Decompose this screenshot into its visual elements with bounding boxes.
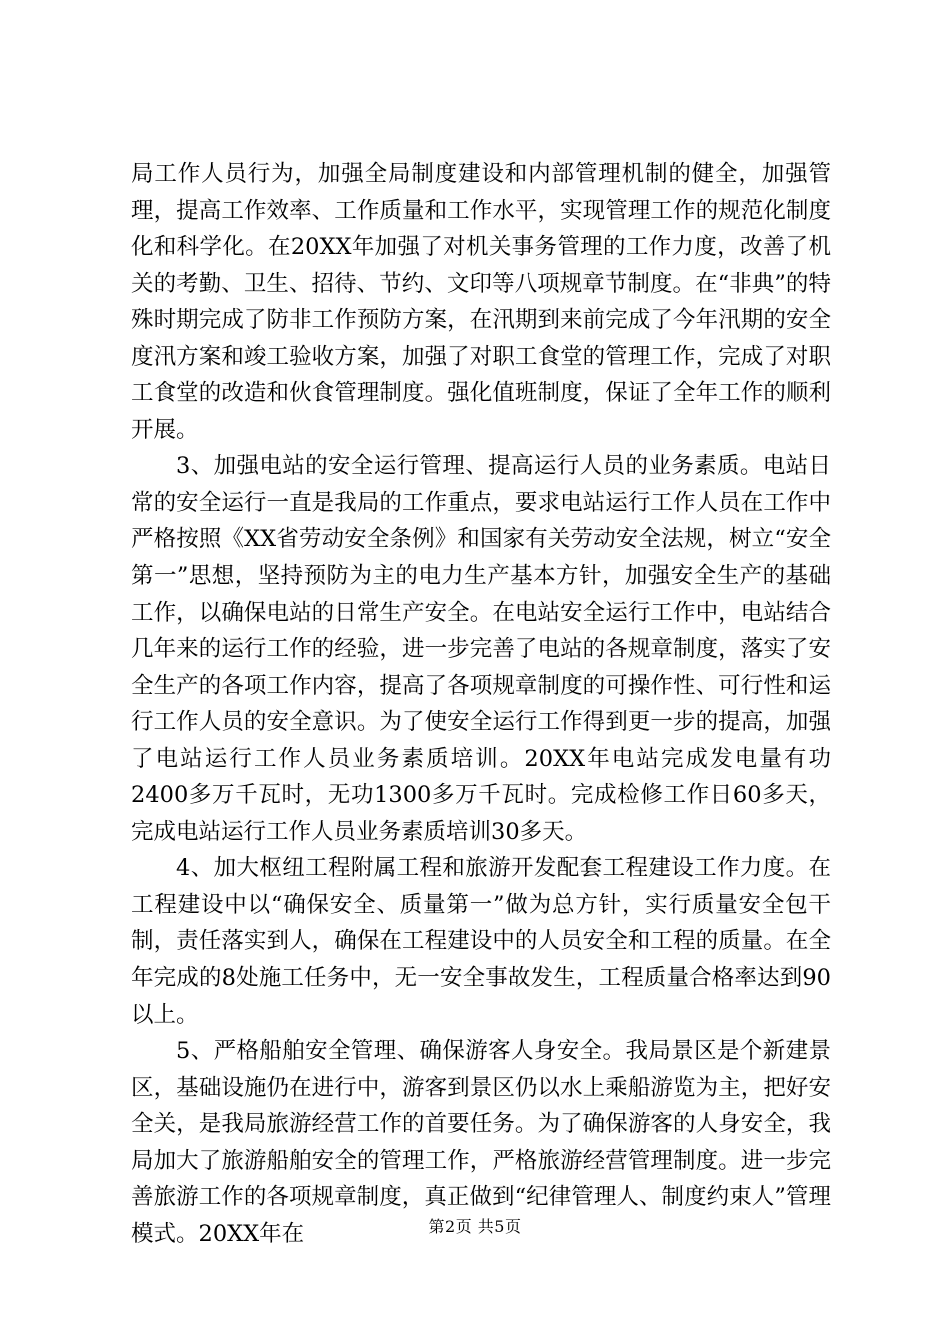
page-number-footer: 第2页 共5页 [428,1217,522,1236]
paragraph-item-3: 3、加强电站的安全运行管理、提高运行人员的业务素质。电站日常的安全运行一直是我局的工作重点，要求电站运行工作人员在工作中严格按照《XX省劳动安全条例》和国家有关劳动安全法规，树立“安全第一”思想，坚持预防为主的电力生产基本方针，加强安全生产的基础工作，以确保电站的日常生产安全。在电站安全运行工作中，电站结合几年来的运行工作的经验，进一步完善了电站的各规章制度，落实了安全生产的各项工作内容，提高了各项规章制度的可操作性、可行性和运行工作人员的安全意识。为了使安全运行工作得到更一步的提高，加强了电站运行工作人员业务素质培训。20XX年电站完成发电量有功2400多万千瓦时，无功1300多万千瓦时。完成检修工作日60多天，完成电站运行工作人员业务素质培训30多天。 [131,453,831,845]
paragraph-continued: 局工作人员行为，加强全局制度建设和内部管理机制的健全，加强管理，提高工作效率、工作质量和工作水平，实现管理工作的规范化制度化和科学化。在20XX年加强了对机关事务管理的工作力度，改善了机关的考勤、卫生、招待、节约、文印等八项规章节制度。在“非典”的特殊时期完成了防非工作预防方案，在汛期到来前完成了今年汛期的安全度汛方案和竣工验收方案，加强了对职工食堂的管理工作，完成了对职工食堂的改造和伙食管理制度。强化值班制度，保证了全年工作的顺利开展。 [131,161,831,443]
paragraph-item-4: 4、加大枢纽工程附属工程和旅游开发配套工程建设工作力度。在工程建设中以“确保安全、质量第一”做为总方针，实行质量安全包干制，责任落实到人，确保在工程建设中的人员安全和工程的质量。在全年完成的8处施工任务中，无一安全事故发生，工程质量合格率达到90以上。 [131,855,831,1028]
document-body [131,156,831,1252]
paragraph-item-5: 5、严格船舶安全管理、确保游客人身安全。我局景区是个新建景区，基础设施仍在进行中，游客到景区仍以水上乘船游览为主，把好安全关，是我局旅游经营工作的首要任务。为了确保游客的人身安全，我局加大了旅游船舶安全的管理工作，严格旅游经营管理制度。进一步完善旅游工作的各项规章制度，真正做到“纪律管理人、制度约束人”管理模式。20XX年在 [131,1038,831,1247]
